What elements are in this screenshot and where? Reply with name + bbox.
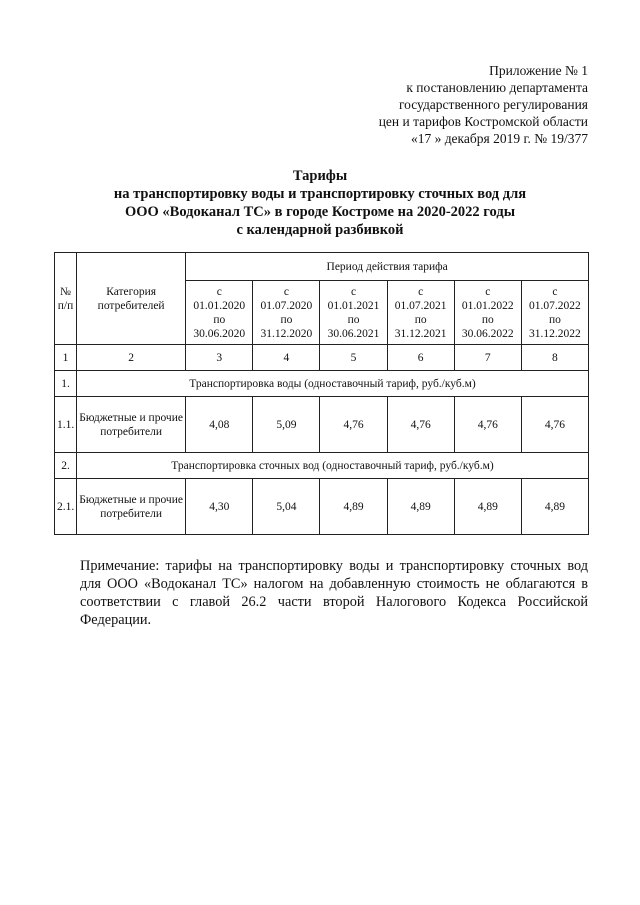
period-cell: с 01.01.2020 по 30.06.2020 xyxy=(186,281,253,345)
tariff-value: 4,76 xyxy=(387,397,454,453)
row-number: 2.1. xyxy=(55,479,77,535)
table-row xyxy=(55,479,589,535)
tax-note: Примечание: тарифы на транспортировку воды и транспортировку сточных вод для ООО «Водоканал ТС» налогом на добавленную стоимость не облагаются в соответствии с главой 26.2 части второй Налогового Кодекса Российской Федерации. xyxy=(80,558,588,628)
tariff-value: 4,76 xyxy=(521,397,588,453)
period-cell: с 01.01.2021 по 30.06.2021 xyxy=(320,281,387,345)
document-title xyxy=(0,167,640,239)
header-row-number: № п/п xyxy=(55,253,77,345)
appendix-line: Приложение № 1 xyxy=(489,63,588,78)
tariff-value: 4,89 xyxy=(320,479,387,535)
section-number: 2. xyxy=(55,453,77,479)
column-number: 2 xyxy=(77,345,186,371)
tariff-value: 4,76 xyxy=(320,397,387,453)
category-cell: Бюджетные и прочие потребители xyxy=(77,397,186,453)
period-cell: с 01.07.2020 по 31.12.2020 xyxy=(253,281,320,345)
tariff-value: 5,09 xyxy=(253,397,320,453)
title-line: ООО «Водоканал ТС» в городе Костроме на 2020-2022 годы xyxy=(124,204,516,220)
tariff-value: 4,30 xyxy=(186,479,253,535)
column-number-row xyxy=(55,345,589,371)
column-number: 3 xyxy=(186,345,253,371)
category-cell: Бюджетные и прочие потребители xyxy=(77,479,186,535)
header-category: Категория потребителей xyxy=(77,253,186,345)
section-row xyxy=(55,371,589,397)
title-line: с календарной разбивкой xyxy=(236,222,404,238)
tariff-value: 4,89 xyxy=(454,479,521,535)
tariff-value: 4,89 xyxy=(521,479,588,535)
section-title: Транспортировка сточных вод (одноставочный тариф, руб./куб.м) xyxy=(77,453,589,479)
appendix-line: цен и тарифов Костромской области xyxy=(378,114,588,129)
appendix-line: государственного регулирования xyxy=(398,97,588,112)
column-number: 8 xyxy=(521,345,588,371)
tariff-value: 4,76 xyxy=(454,397,521,453)
column-number: 4 xyxy=(253,345,320,371)
section-title: Транспортировка воды (одноставочный тариф, руб./куб.м) xyxy=(77,371,589,397)
tariff-value: 4,89 xyxy=(387,479,454,535)
title-line: на транспортировку воды и транспортировку сточных вод для xyxy=(113,186,527,202)
period-cell: с 01.07.2022 по 31.12.2022 xyxy=(521,281,588,345)
column-number: 5 xyxy=(320,345,387,371)
section-row xyxy=(55,453,589,479)
appendix-line: «17 » декабря 2019 г. № 19/377 xyxy=(410,131,588,146)
period-cell: с 01.01.2022 по 30.06.2022 xyxy=(454,281,521,345)
appendix-header xyxy=(379,62,588,147)
table-row xyxy=(55,397,589,453)
tariff-table xyxy=(54,252,589,535)
title-line: Тарифы xyxy=(292,168,348,184)
appendix-line: к постановлению департамента xyxy=(406,80,588,95)
tariff-value: 4,08 xyxy=(186,397,253,453)
column-number: 1 xyxy=(55,345,77,371)
header-period: Период действия тарифа xyxy=(186,253,589,281)
column-number: 6 xyxy=(387,345,454,371)
tariff-value: 5,04 xyxy=(253,479,320,535)
period-cell: с 01.07.2021 по 31.12.2021 xyxy=(387,281,454,345)
section-number: 1. xyxy=(55,371,77,397)
column-number: 7 xyxy=(454,345,521,371)
row-number: 1.1. xyxy=(55,397,77,453)
